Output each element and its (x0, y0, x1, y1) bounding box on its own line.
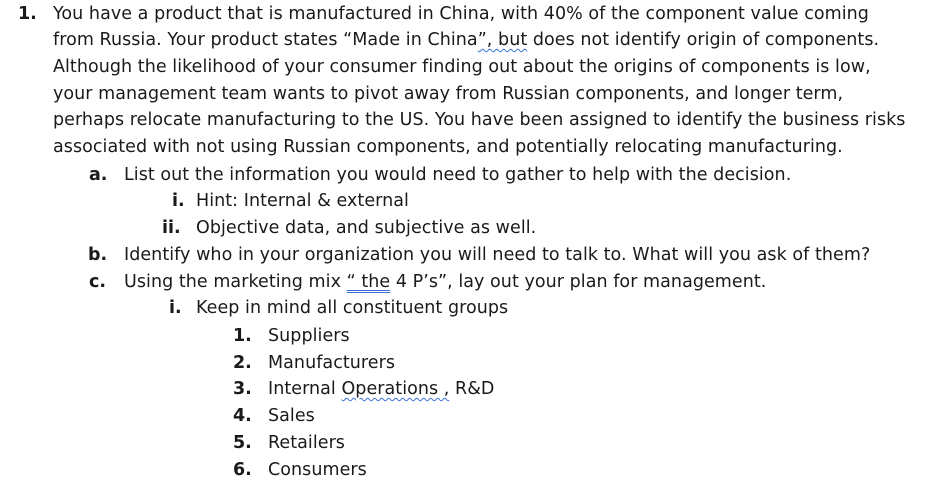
subitem-text: Objective data, and subjective as well. (196, 218, 537, 238)
list-marker: 1. (233, 326, 252, 346)
grammar-flag[interactable]: ”, but (477, 30, 528, 50)
list-marker: 5. (233, 433, 252, 453)
question-line (53, 27, 879, 53)
list-item (268, 376, 494, 402)
item-text-part: Using the marketing mix (124, 272, 347, 292)
subitem-marker: i. (169, 298, 182, 318)
question-text: from Russia. Your product states “Made in China (53, 30, 478, 50)
item-text: List out the information you would need to gather to help with the decision. (124, 165, 792, 185)
item-text (124, 269, 766, 295)
grammar-flag[interactable]: “ the (346, 272, 391, 292)
list-item: Retailers (268, 433, 345, 453)
question-line: Although the likelihood of your consumer finding out about the origins of components is low, (53, 57, 871, 77)
list-marker: 4. (233, 406, 252, 426)
grammar-flag[interactable]: Operations , (341, 379, 450, 399)
item-marker: c. (89, 272, 107, 292)
question-number: 1. (18, 4, 37, 24)
subitem-marker: ii. (162, 218, 181, 238)
question-line: You have a product that is manufactured in China, with 40% of the component value coming (53, 4, 869, 24)
subitem-text: Hint: Internal & external (196, 191, 409, 211)
list-item: Suppliers (268, 326, 350, 346)
item-text: Identify who in your organization you will need to talk to. What will you ask of them? (124, 245, 871, 265)
subitem-marker: i. (172, 191, 185, 211)
question-line: associated with not using Russian components, and potentially relocating manufacturing. (53, 137, 843, 157)
item-marker: a. (89, 165, 108, 185)
list-item: Sales (268, 406, 315, 426)
list-marker: 2. (233, 353, 252, 373)
list-item-part: R&D (449, 379, 495, 399)
list-item: Manufacturers (268, 353, 396, 373)
question-line: perhaps relocate manufacturing to the US. You have been assigned to identify the business risks (53, 110, 906, 130)
item-text-part: 4 P’s”, lay out your plan for management. (390, 272, 767, 292)
subitem-text: Keep in mind all constituent groups (196, 298, 509, 318)
question-line: your management team wants to pivot away from Russian components, and longer term, (53, 84, 844, 104)
list-item-part: Internal (268, 379, 342, 399)
list-marker: 3. (233, 379, 252, 399)
question-text: does not identify origin of components. (527, 30, 880, 50)
item-marker: b. (88, 245, 108, 265)
list-item: Consumers (268, 460, 367, 480)
list-marker: 6. (233, 460, 252, 480)
